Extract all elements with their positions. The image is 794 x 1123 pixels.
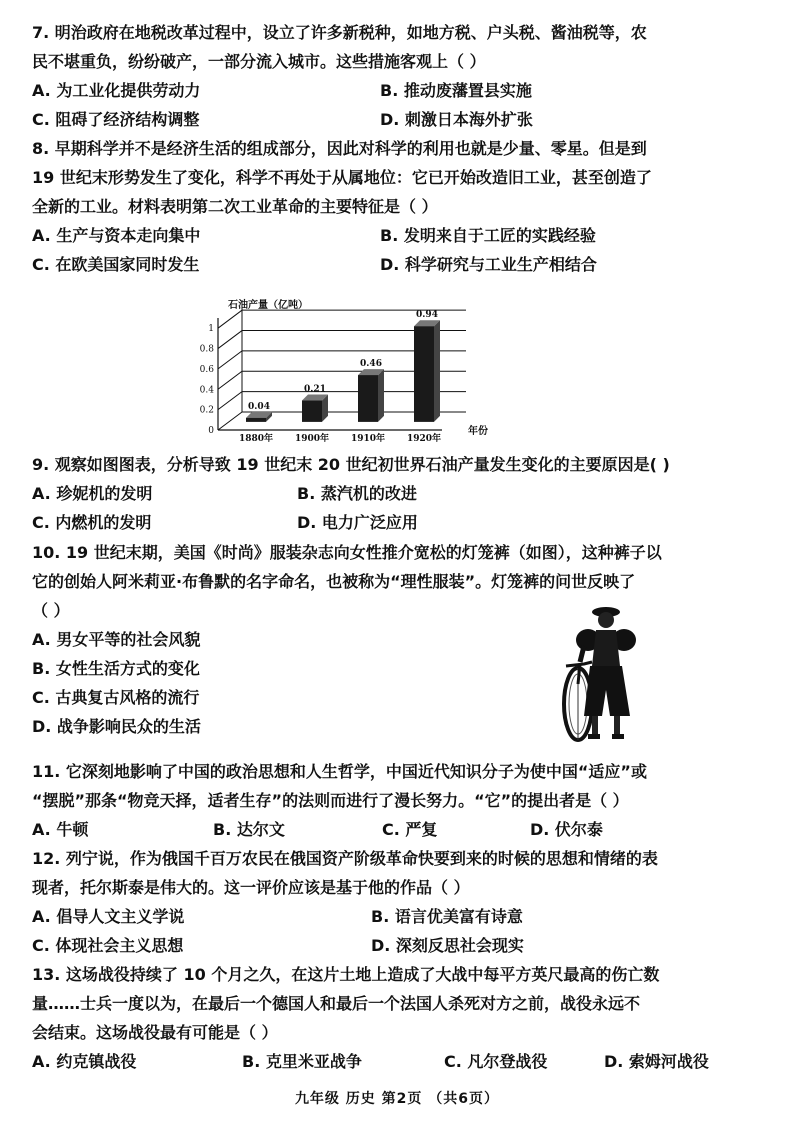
chart-bar bbox=[246, 418, 266, 422]
q10-stem-line-2: 它的创始人阿米莉亚·布鲁默的名字命名，也被称为“理性服装”。灯笼裤的问世反映了 bbox=[32, 572, 636, 591]
q9-stem-line-1: 9. 观察如图图表，分析导致 19 世纪末 20 世纪初世界石油产量发生变化的主要原因是( ) bbox=[32, 455, 670, 474]
q13-stem-line-2: 量……士兵一度以为，在最后一个德国人和最后一个法国人杀死对方之前，战役永远不 bbox=[32, 994, 641, 1013]
q10-option-a[interactable]: A. 男女平等的社会风貌 bbox=[32, 630, 201, 649]
chart-category-label: 1900年 bbox=[294, 434, 330, 442]
chart-gridline-diagonal bbox=[218, 331, 242, 349]
chart-value-label: 0.21 bbox=[304, 384, 326, 395]
q13-option-a[interactable]: A. 约克镇战役 bbox=[32, 1052, 137, 1071]
chart-gridline-diagonal bbox=[218, 392, 242, 410]
chart-gridline-diagonal bbox=[218, 412, 242, 430]
q7-option-b[interactable]: B. 推动废藩置县实施 bbox=[380, 81, 532, 100]
q13-stem-line-3: 会结束。这场战役最有可能是（ ） bbox=[32, 1023, 278, 1042]
q11-option-b[interactable]: B. 达尔文 bbox=[213, 820, 285, 839]
q7-option-c[interactable]: C. 阻碍了经济结构调整 bbox=[32, 110, 200, 129]
q8-stem-line-3: 全新的工业。材料表明第二次工业革命的主要特征是（ ） bbox=[32, 197, 438, 216]
q11-option-c[interactable]: C. 严复 bbox=[382, 820, 438, 839]
chart-ytick-label: 0 bbox=[208, 426, 214, 436]
chart-category-label: 1910年 bbox=[350, 434, 386, 442]
chart-xlabel: 年份 bbox=[468, 426, 488, 437]
q12-stem-line-2: 现者，托尔斯泰是伟大的。这一评价应该是基于他的作品（ ） bbox=[32, 878, 470, 897]
q7-stem-line-1: 7. 明治政府在地税改革过程中，设立了许多新税种，如地方税、户头税、酱油税等，农 bbox=[32, 23, 647, 42]
chart-category-label: 1920年 bbox=[406, 434, 442, 442]
q8-stem-line-1: 8. 早期科学并不是经济生活的组成部分，因此对科学的利用也就是少量、零星。但是到 bbox=[32, 139, 647, 158]
chart-ytick-label: 0.4 bbox=[199, 385, 214, 396]
chart-bar bbox=[358, 375, 378, 422]
q8-option-b[interactable]: B. 发明来自于工匠的实践经验 bbox=[380, 226, 596, 245]
q9-option-d[interactable]: D. 电力广泛应用 bbox=[297, 513, 418, 532]
q9-option-b[interactable]: B. 蒸汽机的改进 bbox=[297, 484, 417, 503]
q11-option-d[interactable]: D. 伏尔泰 bbox=[530, 820, 603, 839]
chart-ytick-label: 1 bbox=[208, 324, 214, 335]
chart-gridline-diagonal bbox=[218, 351, 242, 369]
chart-gridline-diagonal bbox=[218, 310, 242, 328]
chart-bar-side bbox=[434, 320, 440, 422]
q11-stem-line-2: “摆脱”那条“物竞天择，适者生存”的法则而进行了漫长努力。“它”的提出者是（ ） bbox=[32, 791, 629, 810]
chart-bar bbox=[414, 326, 434, 422]
q7-option-d[interactable]: D. 刺激日本海外扩张 bbox=[380, 110, 533, 129]
q8-option-d[interactable]: D. 科学研究与工业生产相结合 bbox=[380, 255, 597, 274]
q8-option-c[interactable]: C. 在欧美国家同时发生 bbox=[32, 255, 200, 274]
q9-option-c[interactable]: C. 内燃机的发明 bbox=[32, 513, 152, 532]
q10-option-b[interactable]: B. 女性生活方式的变化 bbox=[32, 659, 200, 678]
oil-production-chart bbox=[190, 292, 510, 442]
q12-option-a[interactable]: A. 倡导人文主义学说 bbox=[32, 907, 185, 926]
chart-ytick-label: 0.8 bbox=[199, 344, 214, 355]
q12-stem-line-1: 12. 列宁说，作为俄国千百万农民在俄国资产阶级革命快要到来的时候的思想和情绪的表 bbox=[32, 849, 658, 868]
q8-stem-line-2: 19 世纪末形势发生了变化，科学不再处于从属地位：它已开始改造旧工业，甚至创造了 bbox=[32, 168, 652, 187]
q12-option-b[interactable]: B. 语言优美富有诗意 bbox=[371, 907, 523, 926]
q12-option-c[interactable]: C. 体现社会主义思想 bbox=[32, 936, 184, 955]
q10-option-c[interactable]: C. 古典复古风格的流行 bbox=[32, 688, 200, 707]
q10-stem-line-3: （ ） bbox=[32, 601, 70, 620]
q12-option-d[interactable]: D. 深刻反思社会现实 bbox=[371, 936, 524, 955]
chart-value-label: 0.04 bbox=[248, 401, 270, 412]
q11-stem-line-1: 11. 它深刻地影响了中国的政治思想和人生哲学，中国近代知识分子为使中国“适应”或 bbox=[32, 762, 647, 781]
chart-bar bbox=[302, 401, 322, 422]
q8-option-a[interactable]: A. 生产与资本走向集中 bbox=[32, 226, 201, 245]
chart-ytick-label: 0.6 bbox=[199, 364, 214, 375]
page-footer: 九年级 历史 第2页 （共6页） bbox=[294, 1091, 500, 1107]
q13-stem-line-1: 13. 这场战役持续了 10 个月之久，在这片土地上造成了大战中每平方英尺最高的伤亡数 bbox=[32, 965, 660, 984]
chart-ylabel: 石油产量（亿吨） bbox=[228, 300, 308, 311]
chart-value-label: 0.46 bbox=[360, 359, 382, 370]
q11-option-a[interactable]: A. 牛顿 bbox=[32, 820, 89, 839]
q13-option-c[interactable]: C. 凡尔登战役 bbox=[444, 1052, 548, 1071]
q7-stem-line-2: 民不堪重负，纷纷破产，一部分流入城市。这些措施客观上（ ） bbox=[32, 52, 486, 71]
chart-category-label: 1880年 bbox=[238, 434, 274, 442]
q7-option-a[interactable]: A. 为工业化提供劳动力 bbox=[32, 81, 201, 100]
bloomer-woman-bicycle-illustration bbox=[548, 604, 658, 744]
q10-option-d[interactable]: D. 战争影响民众的生活 bbox=[32, 717, 201, 736]
chart-bar-side bbox=[378, 369, 384, 422]
q10-stem-line-1: 10. 19 世纪末期，美国《时尚》服装杂志向女性推介宽松的灯笼裤（如图），这种裤子以 bbox=[32, 543, 662, 562]
q9-option-a[interactable]: A. 珍妮机的发明 bbox=[32, 484, 153, 503]
chart-gridline-diagonal bbox=[218, 371, 242, 389]
q13-option-b[interactable]: B. 克里米亚战争 bbox=[242, 1052, 362, 1071]
chart-ytick-label: 0.2 bbox=[199, 405, 214, 416]
chart-value-label: 0.94 bbox=[416, 310, 438, 321]
q13-option-d[interactable]: D. 索姆河战役 bbox=[604, 1052, 709, 1071]
